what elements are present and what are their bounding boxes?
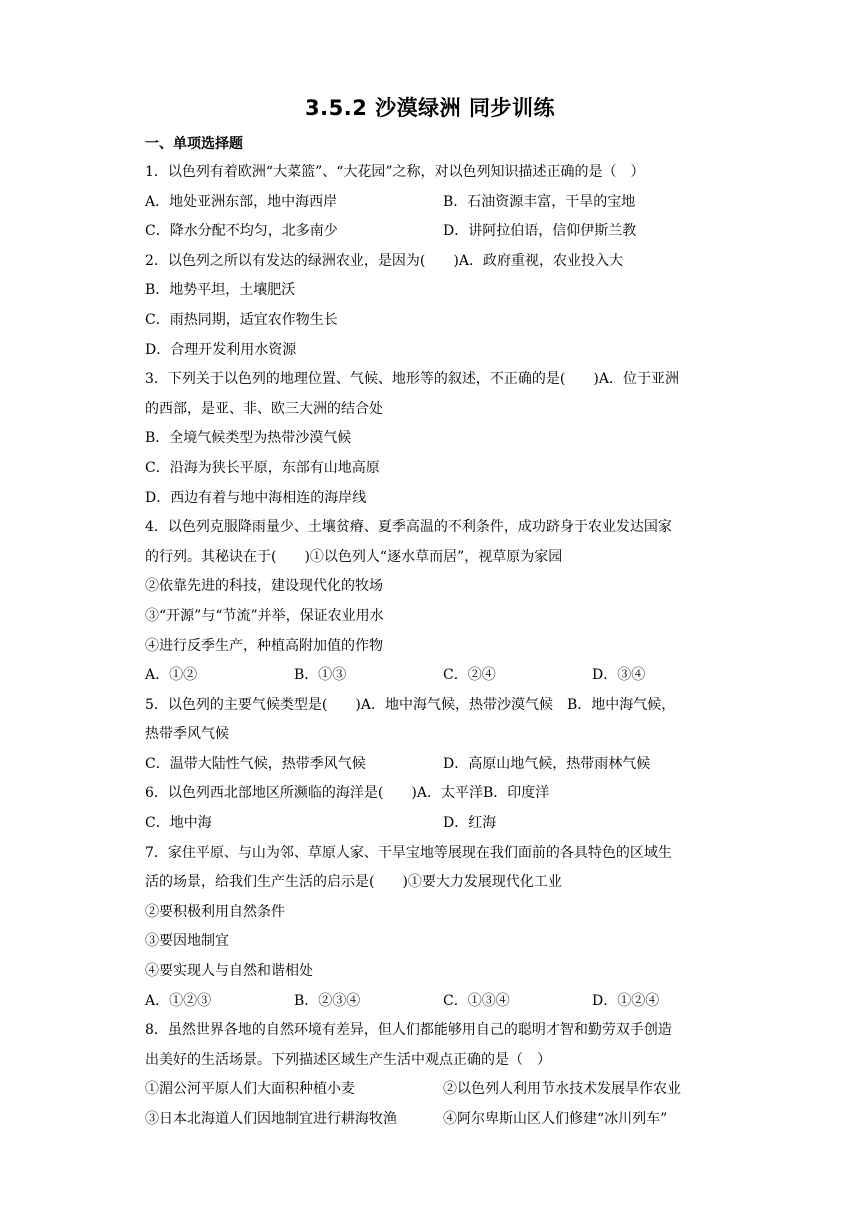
option-text: B．①③ [294, 667, 347, 684]
option-text: C．温带大陆性气候，热带季风气候 [145, 755, 366, 772]
text-line: 出美好的生活场景。下列描述区域生产生活中观点正确的是（ ） [145, 1051, 551, 1068]
option-text: A．①②③ [145, 992, 212, 1009]
option-text: D．红海 [443, 815, 497, 832]
option-text: C．降水分配不均匀，北多南少 [145, 223, 338, 240]
text-line: 8．虽然世界各地的自然环境有差异，但人们都能够用自己的聪明才智和勤劳双手创造 [145, 1022, 672, 1039]
text-line: ②要积极利用自然条件 [145, 903, 285, 920]
option-text: B．②③④ [294, 992, 361, 1009]
text-line: D．西边有着与地中海相连的海岸线 [145, 489, 367, 506]
options-row [145, 809, 725, 839]
option-text: B．石油资源丰富，干旱的宝地 [443, 193, 636, 210]
option-text: ①湄公河平原人们大面积种植小麦 [145, 1081, 355, 1098]
options-row [145, 217, 725, 247]
option-text: D．①②④ [592, 992, 660, 1009]
text-line: 6．以色列西北部地区所濒临的海洋是( )A．太平洋B．印度洋 [145, 785, 550, 802]
option-text: D．讲阿拉伯语，信仰伊斯兰教 [443, 223, 637, 240]
text-line: ④要实现人与自然和谐相处 [145, 963, 313, 980]
text-line: 热带季风气候 [145, 726, 229, 743]
options-row [145, 750, 725, 780]
text-line: ③“开源”与“节流”并举，保证农业用水 [145, 607, 384, 624]
option-text: ②以色列人利用节水技术发展旱作农业 [443, 1081, 681, 1098]
text-line: 2．以色列之所以有发达的绿洲农业，是因为( )A．政府重视，农业投入大 [145, 252, 623, 269]
options-row [145, 1105, 725, 1135]
text-line: ②依靠先进的科技，建设现代化的牧场 [145, 578, 383, 595]
section-heading: 一、单项选择题 [145, 136, 243, 152]
text-line: C．沿海为狭长平原，东部有山地高原 [145, 459, 380, 476]
text-line: ④进行反季生产，种植高附加值的作物 [145, 637, 383, 654]
option-text: C．地中海 [145, 815, 212, 832]
option-text: C．②④ [443, 667, 496, 684]
option-text: A．①② [145, 667, 198, 684]
option-text: ③日本北海道人们因地制宜进行耕海牧渔 [145, 1111, 397, 1127]
question-lines [145, 158, 725, 1135]
text-line: B．全境气候类型为热带沙漠气候 [145, 430, 352, 447]
text-line: 3．下列关于以色列的地理位置、气候、地形等的叙述，不正确的是( )A．位于亚洲 [145, 371, 679, 388]
document-title: 3.5.2 沙漠绿洲 同步训练 [305, 96, 555, 120]
option-text: A．地处亚洲东部，地中海西岸 [145, 193, 338, 210]
text-line: 活的场景，给我们生产生活的启示是( )①要大力发展现代化工业 [145, 874, 562, 891]
text-line: 7．家住平原、与山为邻、草原人家、干旱宝地等展现在我们面前的各具特色的区域生 [145, 844, 672, 861]
option-text: C．①③④ [443, 992, 510, 1009]
text-line: 5．以色列的主要气候类型是( )A．地中海气候，热带沙漠气候 B．地中海气候， [145, 696, 676, 713]
text-line: 1．以色列有着欧洲“大菜篮”、“大花园”之称，对以色列知识描述正确的是（ ） [145, 164, 645, 180]
text-line: 的行列。其秘诀在于( )①以色列人“逐水草而居”，视草原为家园 [145, 548, 563, 565]
text-line: ③要因地制宜 [145, 933, 229, 950]
text-line: 4．以色列克服降雨量少、土壤贫瘠、夏季高温的不利条件，成功跻身于农业发达国家 [145, 519, 672, 536]
text-line: C．雨热同期，适宜农作物生长 [145, 311, 338, 328]
option-text: D．③④ [592, 667, 646, 684]
option-text: ④阿尔卑斯山区人们修建“冰川列车” [443, 1111, 668, 1127]
text-line: B．地势平坦，土壤肥沃 [145, 282, 296, 299]
text-line: 的西部，是亚、非、欧三大洲的结合处 [145, 400, 383, 417]
options-row [145, 1075, 725, 1105]
options-row [145, 188, 725, 218]
options-row [145, 987, 725, 1017]
option-text: D．高原山地气候，热带雨林气候 [443, 755, 651, 772]
text-line: D．合理开发利用水资源 [145, 341, 297, 358]
question-content [145, 130, 725, 1135]
options-row [145, 661, 725, 691]
